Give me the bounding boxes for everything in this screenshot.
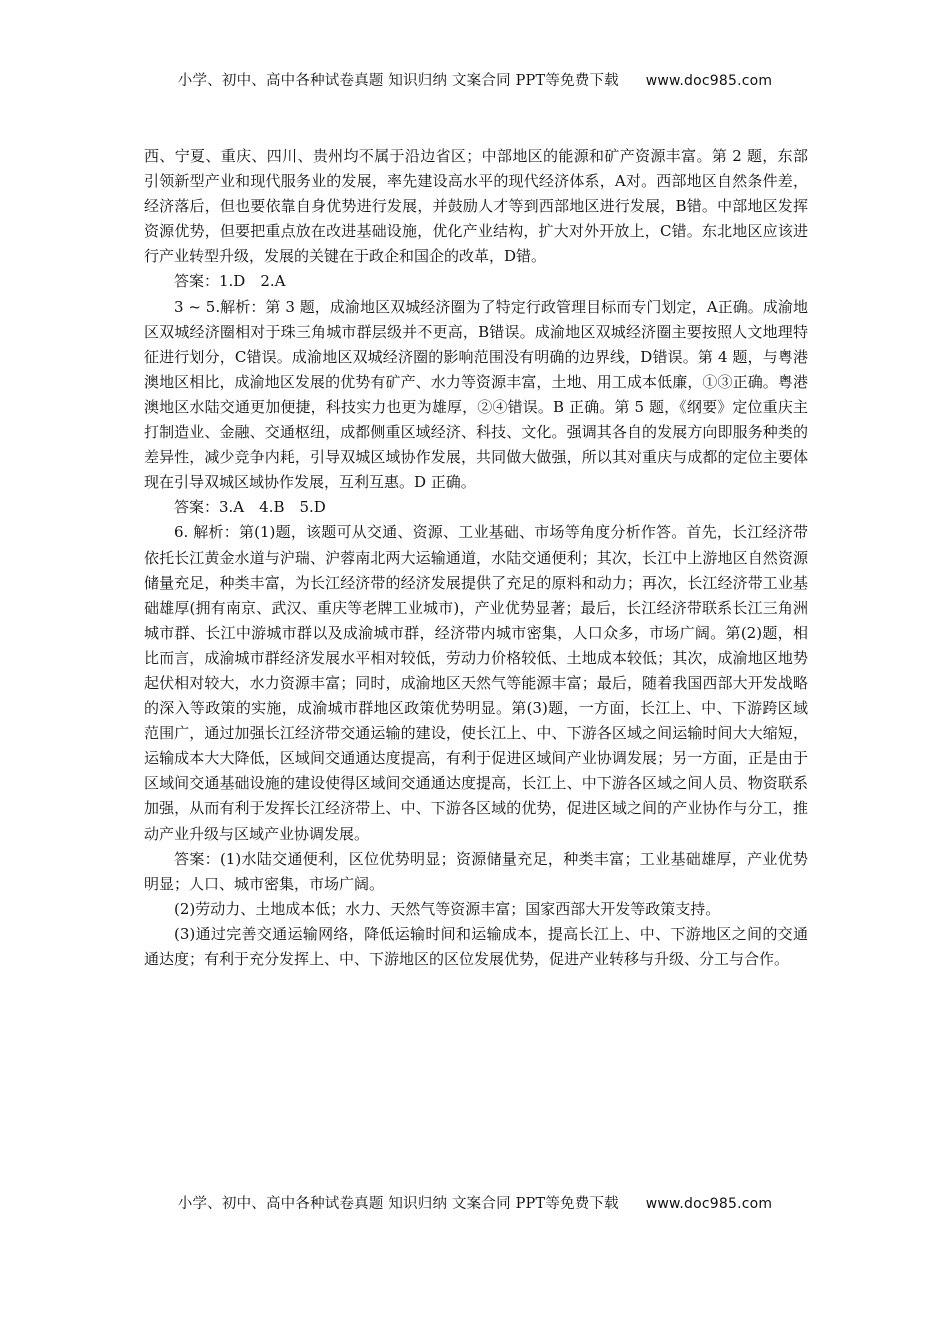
paragraph-analysis-3-5: 3 ~ 5.解析：第 3 题，成渝地区双城经济圈为了特定行政管理目标而专门划定，A正确。成渝地区双城经济圈相对于珠三角城市群层级并不更高，B错误。成渝地区双城经济圈主要按照人文地理特征进行划分，C错误。成渝地区双城经济圈的影响范围没有明确的边界线，D错误。第 4 题，与粤港澳地区相比，成渝地区发展的优势有矿产、水力等资源丰富，土地、用工成本低廉，①③正确。粤港澳地区水陆交通更加便捷，科技实力也更为雄厚，②④错误。B 正确。第 5 题，《纲要》定位重庆主打制造业、金融、交通枢纽，成都侧重区域经济、科技、文化。强调其各自的发展方向即服务种类的差异性，减少竞争内耗，引导双城区域协作发展，共同做大做强，所以其对重庆与成都的定位主要体现在引导双城区域协作发展，互利互惠。D 正确。: [144, 297, 808, 492]
paragraph-answer-1-2: 答案：1.D 2.A: [174, 272, 286, 291]
paragraph-answer-6-1: 答案：(1)水陆交通便利，区位优势明显；资源储量充足，种类丰富；工业基础雄厚，产业优势明显；人口、城市密集，市场广阔。: [144, 849, 808, 893]
page-header: [0, 69, 950, 90]
header-text: 小学、初中、高中各种试卷真题 知识归纳 文案合同 PPT等免费下载: [177, 73, 619, 89]
footer-site-link[interactable]: www.doc985.com: [645, 1196, 773, 1212]
paragraph-answer-6-3: (3)通过完善交通运输网络，降低运输时间和运输成本，提高长江上、中、下游地区之间的交通通达度；有利于充分发挥上、中、下游地区的区位发展优势，促进产业转移与升级、分工与合作。: [144, 924, 808, 968]
paragraph-answer-6-2: (2)劳动力、土地成本低；水力、天然气等资源丰富；国家西部大开发等政策支持。: [174, 899, 721, 918]
footer-text: 小学、初中、高中各种试卷真题 知识归纳 文案合同 PPT等免费下载: [177, 1196, 619, 1212]
answer-content: [144, 144, 808, 972]
header-site-link[interactable]: www.doc985.com: [645, 73, 773, 89]
paragraph-answer-3-5: 答案：3.A 4.B 5.D: [174, 498, 326, 517]
page-footer: [0, 1192, 950, 1213]
paragraph-analysis-6: 6. 解析：第(1)题，该题可从交通、资源、工业基础、市场等角度分析作答。首先，长江经济带依托长江黄金水道与沪瑞、沪蓉南北两大运输通道，水陆交通便利；其次，长江中上游地区自然资源储量充足，种类丰富，为长江经济带的经济发展提供了充足的原料和动力；再次，长江经济带工业基础雄厚(拥有南京、武汉、重庆等老牌工业城市)，产业优势显著；最后，长江经济带联系长江三角洲城市群、长江中游城市群以及成渝城市群，经济带内城市密集，人口众多，市场广阔。第(2)题，相比而言，成渝城市群经济发展水平相对较低，劳动力价格较低、土地成本较低；其次，成渝地区地势起伏相对较大，水力资源丰富；同时，成渝地区天然气等能源丰富；最后，随着我国西部大开发战略的深入等政策的实施，成渝城市群地区政策优势明显。第(3)题，一方面，长江上、中、下游跨区域范围广，通过加强长江经济带交通运输的建设，使长江上、中、下游各区域之间运输时间大大缩短，运输成本大大降低，区域间交通通达度提高，有利于促进区域间产业协调发展；另一方面，正是由于区域间交通基础设施的建设使得区域间交通通达度提高，长江上、中下游各区域之间人员、物资联系加强，从而有利于发挥长江经济带上、中、下游各区域的优势，促进区域之间的产业协作与分工，推动产业升级与区域产业协调发展。: [144, 523, 808, 843]
paragraph-analysis-1-2: 西、宁夏、重庆、四川、贵州均不属于沿边省区；中部地区的能源和矿产资源丰富。第 2 题，东部引领新型产业和现代服务业的发展，率先建设高水平的现代经济体系，A对。西部地区自然条件差，经济落后，但也要依靠自身优势进行发展，并鼓励人才等到西部地区进行发展，B错。中部地区发挥资源优势，但要把重点放在改进基础设施，优化产业结构，扩大对外开放上，C错。东北地区应该进行产业转型升级，发展的关键在于政企和国企的改革，D错。: [144, 147, 808, 266]
